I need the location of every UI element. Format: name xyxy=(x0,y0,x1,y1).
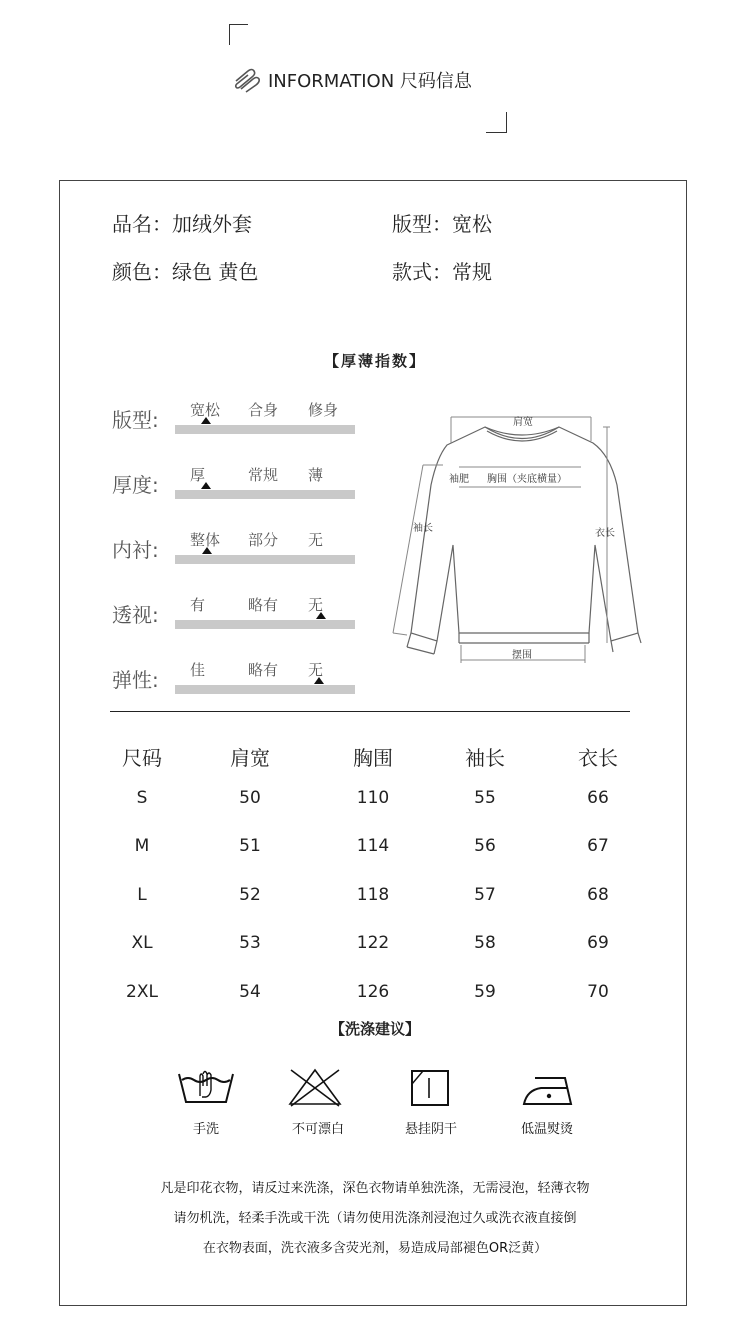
washing-title: 【洗涤建议】 xyxy=(329,1020,420,1038)
product-color-value: 绿色 黄色 xyxy=(172,260,259,284)
diagram-hem-label: 摆围 xyxy=(512,650,532,661)
diagram-length-label: 衣长 xyxy=(595,528,615,539)
low-iron-label: 低温熨烫 xyxy=(520,1122,573,1137)
diagram-chest-label: 胸围（夹底横量） xyxy=(487,474,567,485)
size-table-cell: 2XL xyxy=(126,982,158,1002)
no-bleach-icon xyxy=(286,1066,344,1108)
product-fit-value: 宽松 xyxy=(452,212,492,236)
sleeve-guide xyxy=(393,465,423,633)
header-title xyxy=(232,66,472,94)
thickness-scale-bar xyxy=(175,425,355,434)
thickness-option: 厚 xyxy=(190,466,206,484)
thickness-marker xyxy=(202,547,212,554)
size-table-cell: 70 xyxy=(587,982,609,1002)
size-table-cell: S xyxy=(136,788,148,808)
thickness-marker xyxy=(201,482,211,489)
paperclip-icon xyxy=(232,67,262,93)
collar-line xyxy=(485,427,559,435)
size-table-cell: 53 xyxy=(239,933,261,953)
thickness-scale-bar xyxy=(175,490,355,499)
size-table-cell: XL xyxy=(131,933,153,953)
thickness-scale-bar xyxy=(175,555,355,564)
thickness-option: 佳 xyxy=(190,661,206,679)
diagram-shoulder-label: 肩宽 xyxy=(513,417,533,428)
thickness-option: 无 xyxy=(308,531,324,549)
low-iron-icon xyxy=(521,1074,575,1108)
size-table-cell: 110 xyxy=(356,788,390,808)
section-divider xyxy=(110,711,630,712)
thickness-option: 略有 xyxy=(248,661,279,679)
product-style-value: 常规 xyxy=(452,260,492,284)
garment-measurement-diagram xyxy=(385,405,645,665)
thickness-index-title: 【厚薄指数】 xyxy=(323,352,426,370)
size-table-cell: 118 xyxy=(356,885,390,905)
size-table-cell: 52 xyxy=(239,885,261,905)
thickness-marker xyxy=(316,612,326,619)
diagram-sleeve-label: 袖长 xyxy=(413,523,433,534)
corner-bracket-top-left xyxy=(229,24,248,45)
collar-inner-line xyxy=(487,431,557,441)
size-table-cell: 55 xyxy=(474,788,496,808)
product-color-label: 颜色： xyxy=(112,260,172,284)
header-title-text: INFORMATION 尺码信息 xyxy=(268,71,472,92)
size-table-cell: 68 xyxy=(587,885,609,905)
hand-wash-label: 手洗 xyxy=(192,1122,219,1137)
hand-wash-icon xyxy=(176,1066,236,1108)
thickness-marker xyxy=(201,417,211,424)
product-color xyxy=(112,256,258,285)
care-note-line-1: 凡是印花衣物，请反过来洗涤，深色衣物请单独洗涤，无需浸泡，轻薄衣物 xyxy=(160,1181,590,1196)
care-note-line-3: 在衣物表面，洗衣液多含荧光剂，易造成局部褪色OR泛黄） xyxy=(202,1241,548,1256)
size-table-cell: 56 xyxy=(474,836,496,856)
size-table-cell: L xyxy=(137,885,147,905)
size-table-cell: 51 xyxy=(239,836,261,856)
size-table-header: 衣长 xyxy=(578,746,618,770)
size-table-cell: 59 xyxy=(474,982,496,1002)
size-table-cell: 54 xyxy=(239,982,261,1002)
thickness-option: 部分 xyxy=(248,531,279,549)
size-table-cell: 114 xyxy=(356,836,390,856)
thickness-marker xyxy=(314,677,324,684)
size-table-cell: 58 xyxy=(474,933,496,953)
thickness-option: 无 xyxy=(308,596,324,614)
diagram-armhole-label: 袖肥 xyxy=(449,474,469,485)
product-name xyxy=(112,208,252,237)
product-style-label: 款式： xyxy=(392,260,452,284)
thickness-row-label: 弹性: xyxy=(112,668,159,692)
thickness-scale-bar xyxy=(175,620,355,629)
product-name-label: 品名： xyxy=(112,212,172,236)
line-dry-shade-label: 悬挂阴干 xyxy=(404,1122,457,1137)
thickness-row-label: 内衬: xyxy=(112,538,159,562)
size-table-header: 尺码 xyxy=(122,746,162,770)
size-table-cell: 126 xyxy=(356,982,390,1002)
product-name-value: 加绒外套 xyxy=(172,212,252,236)
thickness-option: 有 xyxy=(190,596,206,614)
thickness-option: 略有 xyxy=(248,596,279,614)
thickness-row-label: 版型: xyxy=(112,408,159,432)
size-table-cell: 66 xyxy=(587,788,609,808)
size-table-cell: 57 xyxy=(474,885,496,905)
size-table-cell: 50 xyxy=(239,788,261,808)
care-note-line-2: 请勿机洗，轻柔手洗或干洗（请勿使用洗涤剂浸泡过久或洗衣液直接倒 xyxy=(173,1211,577,1226)
product-style xyxy=(392,256,492,285)
size-table-cell: 122 xyxy=(356,933,390,953)
size-table-cell: M xyxy=(134,836,150,856)
product-fit xyxy=(392,208,492,237)
size-table-header: 胸围 xyxy=(353,746,393,770)
no-bleach-label: 不可漂白 xyxy=(291,1122,344,1137)
size-table-header: 袖长 xyxy=(465,746,505,770)
thickness-option: 薄 xyxy=(308,466,324,484)
thickness-option: 整体 xyxy=(190,531,221,549)
thickness-scale-bar xyxy=(175,685,355,694)
corner-bracket-bottom-right xyxy=(486,112,507,133)
size-table-cell: 69 xyxy=(587,933,609,953)
thickness-row-label: 透视: xyxy=(112,603,159,627)
thickness-option: 合身 xyxy=(248,401,279,419)
thickness-option: 常规 xyxy=(248,466,279,484)
line-dry-shade-icon xyxy=(409,1068,453,1108)
thickness-option: 修身 xyxy=(308,401,339,419)
thickness-row-label: 厚度: xyxy=(112,473,159,497)
size-table-cell: 67 xyxy=(587,836,609,856)
thickness-option: 无 xyxy=(308,661,324,679)
size-table-header: 肩宽 xyxy=(230,746,270,770)
thickness-option: 宽松 xyxy=(190,401,221,419)
product-fit-label: 版型： xyxy=(392,212,452,236)
left-cuff xyxy=(407,647,434,654)
